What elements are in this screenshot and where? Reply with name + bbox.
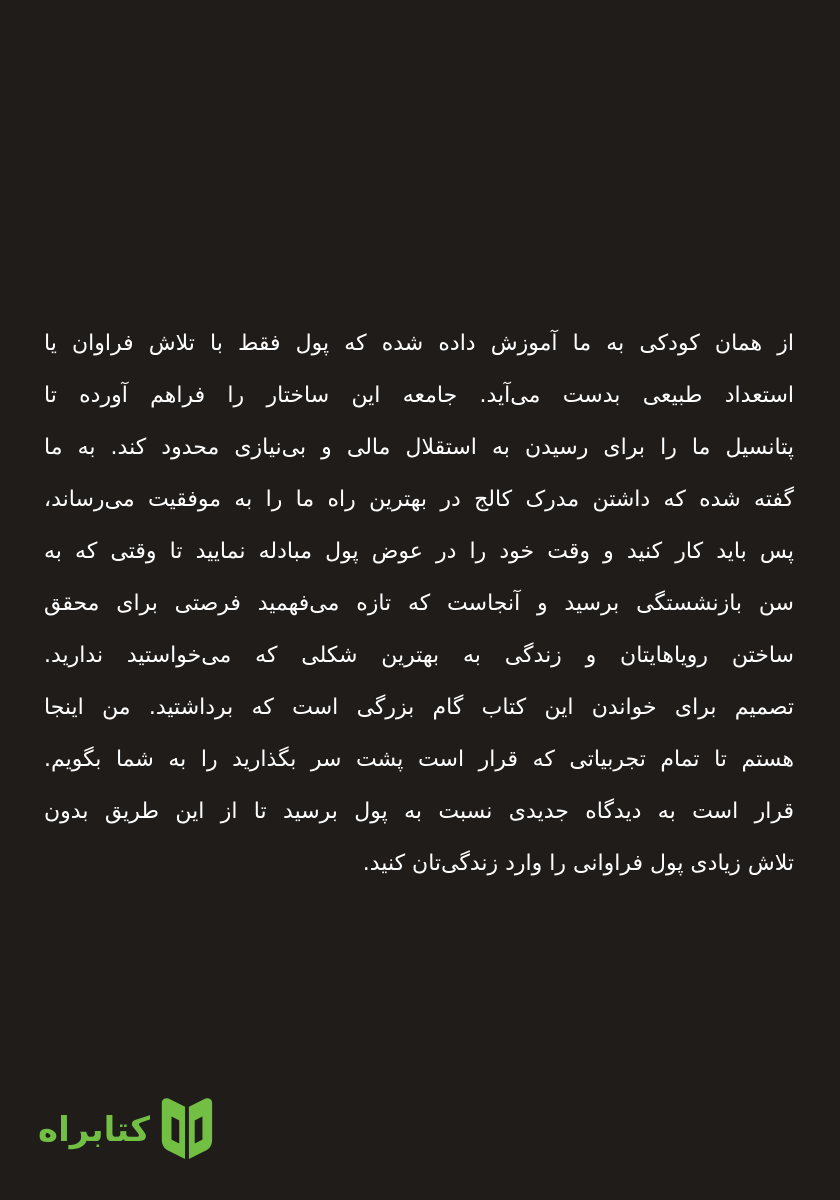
body-paragraph [44, 318, 794, 890]
kitabrah-book-icon [156, 1094, 218, 1166]
body-line-9: هستم تا تمام تجربیاتی که قرار است پشت سر بگذارید را به شما بگویم. [44, 747, 794, 772]
body-line-3: پتانسیل ما را برای رسیدن به استقلال مالی و بی‌نیازی محدود کند. به ما [44, 435, 794, 460]
kitabrah-logo [38, 1090, 218, 1170]
body-line-10: قرار است به دیدگاه جدیدی نسبت به پول برسید تا از این طریق بدون [44, 799, 794, 824]
body-line-2: استعداد طبیعی بدست می‌آید. جامعه این ساختار را فراهم آورده تا [44, 383, 794, 408]
body-line-5: پس باید کار کنید و وقت خود را در عوض پول مبادله نمایید تا وقتی که به [44, 539, 794, 564]
logo-wordmark: کتابراه [38, 1110, 151, 1150]
body-line-1: از همان کودکی به ما آموزش داده شده که پول فقط با تلاش فراوان یا [44, 331, 794, 356]
body-line-7: ساختن رویاهایتان و زندگی به بهترین شکلی که می‌خواستید ندارید. [44, 643, 794, 668]
body-line-8: تصمیم برای خواندن این کتاب گام بزرگی است که برداشتید. من اینجا [44, 695, 794, 720]
body-line-11: تلاش زیادی پول فراوانی را وارد زندگی‌تان کنید. [362, 851, 794, 876]
body-line-6: سن بازنشستگی برسید و آنجاست که تازه می‌فهمید فرصتی برای محقق [44, 591, 794, 616]
body-line-4: گفته شده که داشتن مدرک کالج در بهترین راه ما را به موفقیت می‌رساند، [44, 487, 794, 512]
